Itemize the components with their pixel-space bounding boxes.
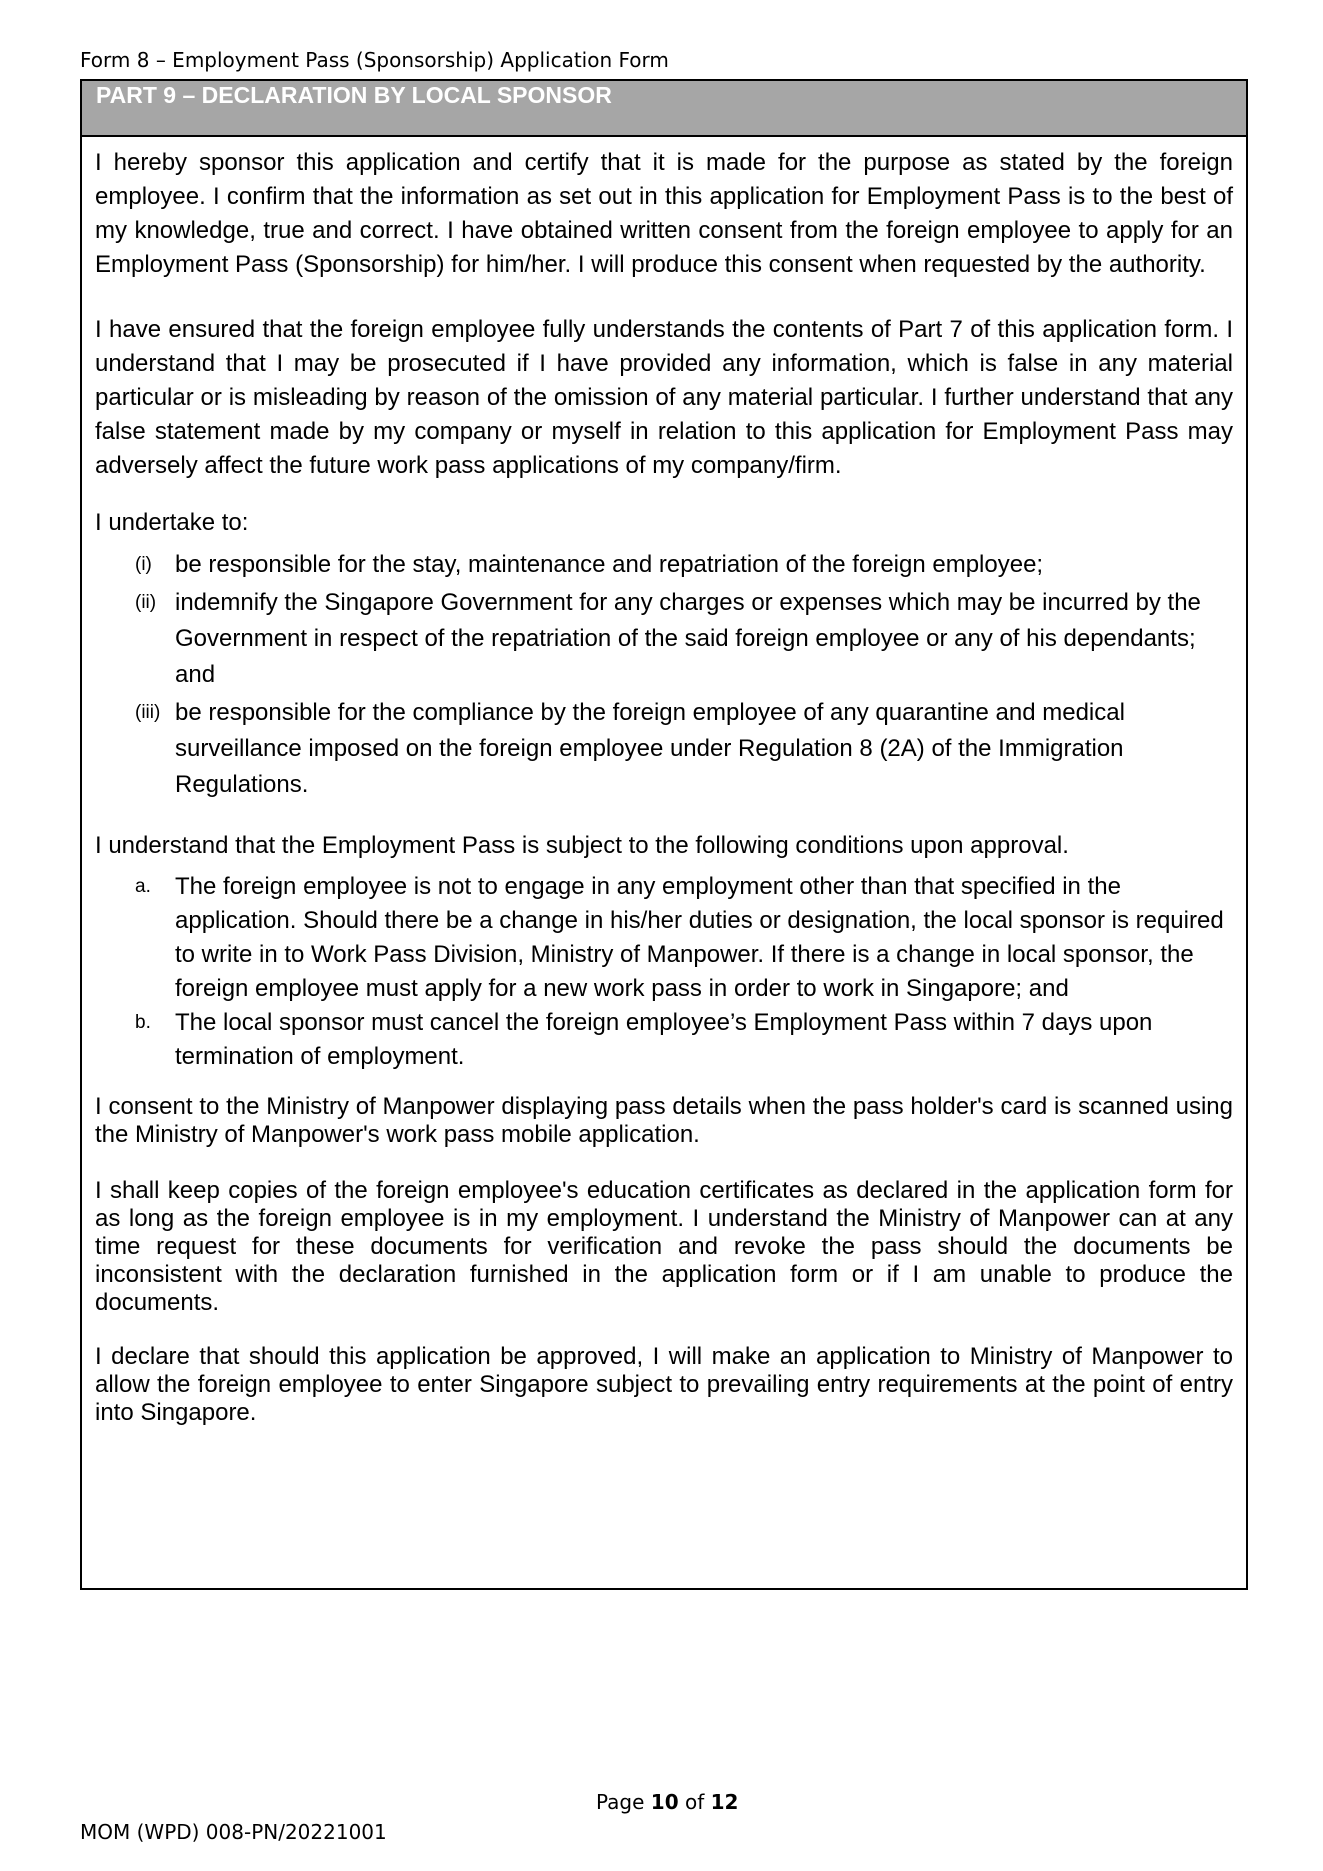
part-title: PART 9 – DECLARATION BY LOCAL SPONSOR [82, 81, 1246, 137]
page-total: 12 [710, 1790, 739, 1814]
list-item-text: indemnify the Singapore Government for any charges or expenses which may be incurred by the Government in respect of the repatriation of the said foreign employee or any of his dependants; and [175, 589, 1201, 688]
undertakings-list [95, 547, 1235, 805]
list-item-text: be responsible for the stay, maintenance and repatriation of the foreign employee; [175, 551, 1044, 578]
paragraph-sponsorship-certification: I hereby sponsor this application and certify that it is made for the purpose as stated by the foreign employee. I confirm that the information as set out in this application for Employment Pass is to the best of my knowledge, true and correct. I have obtained written consent from the foreign employee to apply for an Employment Pass (Sponsorship) for him/her. I will produce this consent when requested by the authority. [95, 149, 1233, 278]
page-number [596, 1790, 738, 1814]
declaration-panel [80, 79, 1248, 1590]
list-item [95, 695, 1235, 803]
conditions-list [95, 870, 1235, 1074]
list-marker: (i) [135, 554, 152, 575]
list-item [95, 1006, 1235, 1074]
list-marker: a. [135, 876, 151, 897]
list-item-text: be responsible for the compliance by the foreign employee of any quarantine and medical surveillance imposed on the foreign employee under Regulation 8 (2A) of the Immigration Regulations. [175, 699, 1125, 798]
list-item [95, 585, 1235, 693]
paragraph-entry-application: I declare that should this application be approved, I will make an application to Ministry of Manpower to allow the foreign employee to enter Singapore subject to prevailing entry requirements at the point of entry into Singapore. [95, 1343, 1233, 1426]
page-label: Page [596, 1790, 645, 1814]
list-item [95, 870, 1235, 1006]
document-reference: MOM (WPD) 008-PN/20221001 [80, 1820, 387, 1844]
paragraph-education-certificates: I shall keep copies of the foreign employee's education certificates as declared in the application form for as long as the foreign employee is in my employment. I understand the Ministry of Manpower can at any time request for these documents for verification and revoke the pass should the documents be inconsistent with the declaration furnished in the application form or if I am unable to produce the documents. [95, 1177, 1233, 1316]
list-item-text: The local sponsor must cancel the foreign employee’s Employment Pass within 7 days upon termination of employment. [175, 1009, 1153, 1070]
paragraph-conditions-intro: I understand that the Employment Pass is subject to the following conditions upon approval. [95, 832, 1069, 859]
page-current: 10 [650, 1790, 679, 1814]
list-marker: (ii) [135, 592, 157, 613]
list-item [95, 547, 1235, 583]
paragraph-understanding-prosecution: I have ensured that the foreign employee fully understands the contents of Part 7 of this application form. I understand that I may be prosecuted if I have provided any information, which is false in any material particular or is misleading by reason of the omission of any material particular. I further understand that any false statement made by my company or myself in relation to this application for Employment Pass may adversely affect the future work pass applications of my company/firm. [95, 316, 1233, 479]
list-marker: b. [135, 1012, 151, 1033]
page-of: of [684, 1790, 705, 1814]
paragraph-consent-display: I consent to the Ministry of Manpower displaying pass details when the pass holder's card is scanned using the Ministry of Manpower's work pass mobile application. [95, 1093, 1233, 1148]
list-marker: (iii) [135, 702, 161, 723]
list-item-text: The foreign employee is not to engage in any employment other than that specified in the application. Should there be a change in his/her duties or designation, the local sponsor is required to write in to Work Pass Division, Ministry of Manpower. If there is a change in local sponsor, the foreign employee must apply for a new work pass in order to work in Singapore; and [175, 873, 1224, 1002]
form-header-title: Form 8 – Employment Pass (Sponsorship) Application Form [80, 48, 669, 72]
paragraph-undertake-intro: I undertake to: [95, 509, 249, 536]
